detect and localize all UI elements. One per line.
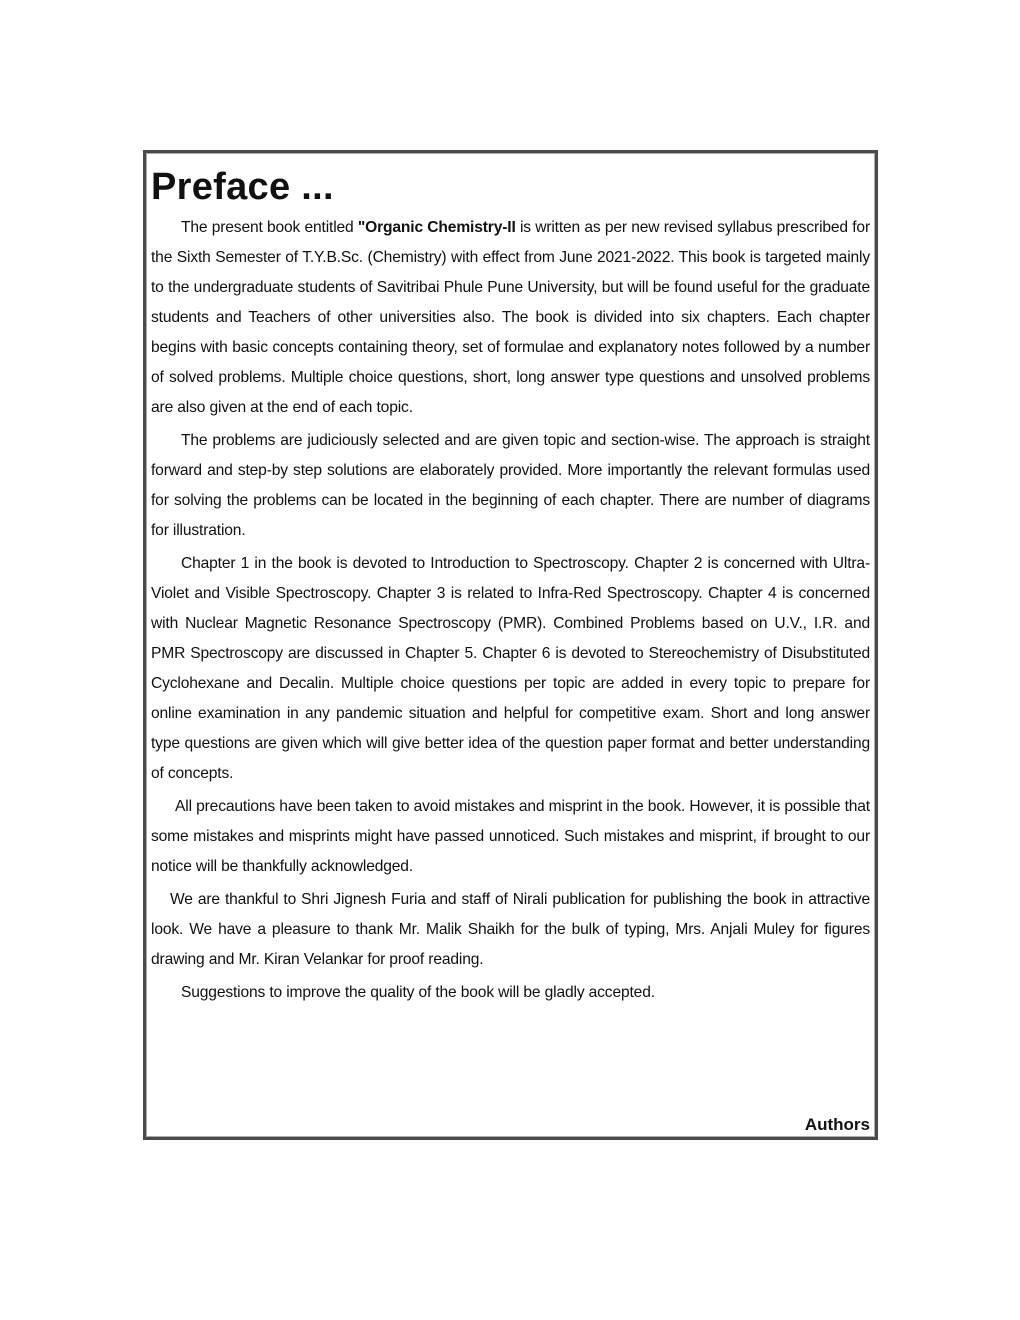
authors-signature: Authors (804, 1115, 870, 1134)
text: is written as per new revised syllabus prescribed for the Sixth Semester of T.Y.B.Sc. (Chemistry) with effect from June 2021-2022. This book is targeted mainly to the undergraduate students of Savitribai Phule Pune University, but will be found useful for the graduate students and Teachers of other universities also. The book is divided into six chapters. Each chapter begins with basic concepts containing theory, set of formulae and explanatory notes followed by a number of solved problems. Multiple choice questions, short, long answer type questions and unsolved problems are also given at the end of each topic. (151, 219, 871, 416)
paragraph-thanks: We are thankful to Shri Jignesh Furia and staff of Nirali publication for publishing the book in attractive look. We have a pleasure to thank Mr. Malik Shaikh for the bulk of typing, Mrs. Anjali Muley for figures drawing and Mr. Kiran Velankar for proof reading. (151, 891, 870, 968)
paragraph-precautions: All precautions have been taken to avoid mistakes and misprint in the book. However, it is possible that some mistakes and misprints might have passed unnoticed. Such mistakes and misprint, if brought to our notice will be thankfully acknowledged. (151, 798, 870, 875)
paragraph-chapters: Chapter 1 in the book is devoted to Introduction to Spectroscopy. Chapter 2 is concerned with Ultra-Violet and Visible Spectroscopy. Chapter 3 is related to Infra-Red Spectroscopy. Chapter 4 is concerned with Nuclear Magnetic Resonance Spectroscopy (PMR). Combined Problems based on U.V., I.R. and PMR Spectroscopy are discussed in Chapter 5. Chapter 6 is devoted to Stereochemistry of Disubstituted Cyclohexane and Decalin. Multiple choice questions per topic are added in every topic to prepare for online examination in any pandemic situation and helpful for competitive exam. Short and long answer type questions are given which will give better idea of the question paper format and better understanding of concepts. (151, 555, 870, 782)
paragraph-intro (151, 213, 870, 423)
paragraph-suggestions: Suggestions to improve the quality of the book will be gladly accepted. (181, 984, 655, 1001)
page-title: Preface ... (151, 166, 334, 208)
preface-content (151, 161, 870, 1011)
text: The present book entitled (181, 219, 358, 236)
book-title: "Organic Chemistry-II (357, 219, 516, 236)
preface-frame (143, 150, 878, 1140)
paragraph-problems: The problems are judiciously selected and are given topic and section-wise. The approach is straight forward and step-by step solutions are elaborately provided. More importantly the relevant formulas used for solving the problems can be located in the beginning of each chapter. There are number of diagrams for illustration. (151, 432, 870, 539)
